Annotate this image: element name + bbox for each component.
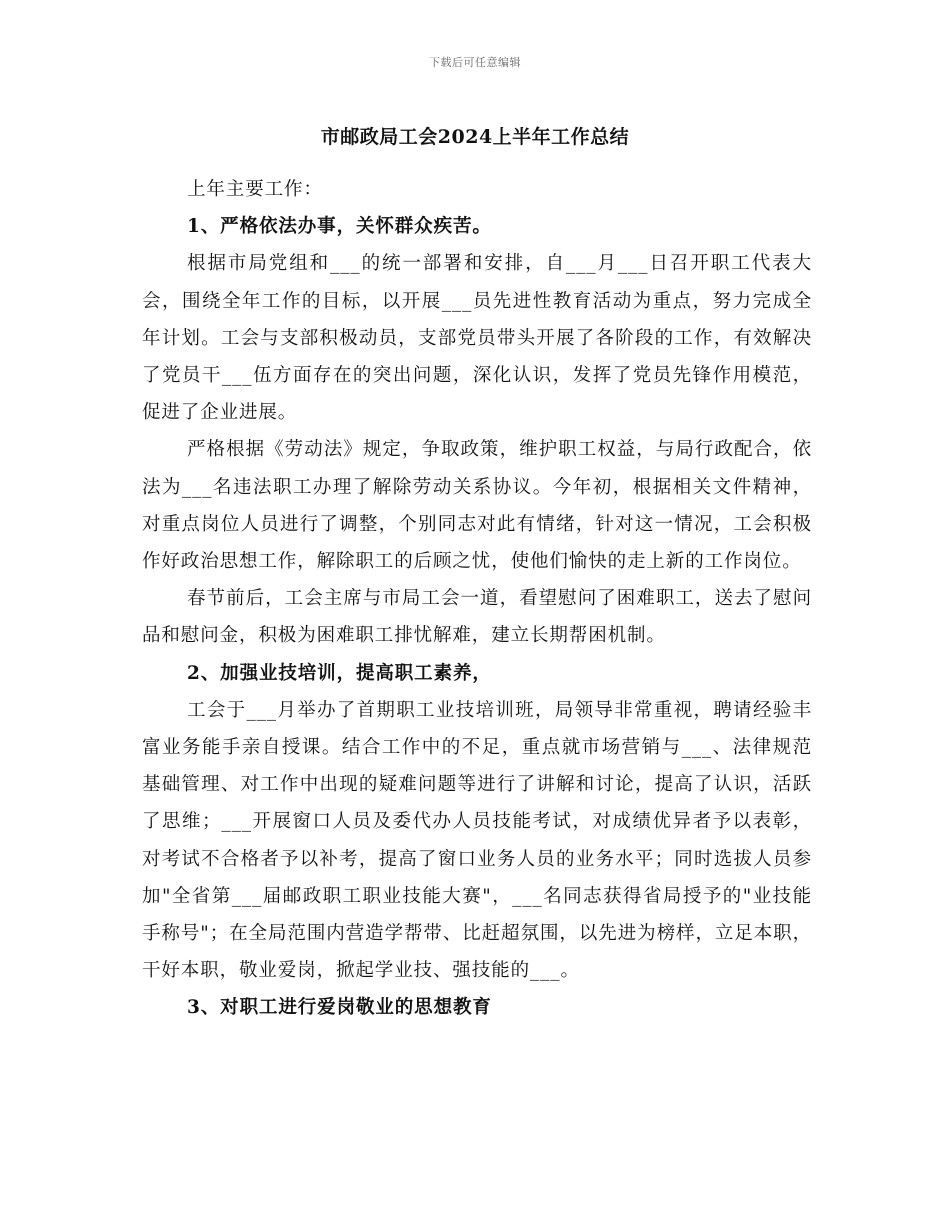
intro-line: 上年主要工作： [187, 179, 323, 200]
page-header-note: 下载后可任意编辑 [429, 56, 521, 69]
body-paragraph: 工会于___月举办了首期职工业技培训班，局领导非常重视，聘请经验丰富业务能手亲自授课。结合工作中的不足，重点就市场营销与___、法律规范基础管理、对工作中出现的疑难问题等进行了讲解和讨论，提高了认识，活跃了思维；___开展窗口人员及委代办人员技能考试，对成绩优异者予以表彰，对考试不合格者予以补考，提高了窗口业务人员的业务水平；同时选拔人员参加"全省第___届邮政职工职业技能大赛"，___名同志获得省局授予的"业技能手称号"；在全局范围内营造学帮带、比赶超氛围，以先进为榜样，立足本职，干好本职，敬业爱岗，掀起学业技、强技能的___。 [142, 699, 812, 982]
section-heading-3: 3、对职工进行爱岗敬业的思想教育 [187, 997, 492, 1019]
section-heading-1: 1、严格依法办事，关怀群众疾苦。 [187, 216, 492, 238]
section-heading-2: 2、加强业技培训，提高职工素养， [187, 662, 492, 684]
body-paragraph: 春节前后，工会主席与市局工会一道，看望慰问了困难职工，送去了慰问品和慰问金，积极为困难职工排忧解难，建立长期帮困机制。 [142, 588, 812, 647]
body-paragraph: 严格根据《劳动法》规定，争取政策，维护职工权益，与局行政配合，依法为___名违法职工办理了解除劳动关系协议。今年初，根据相关文件精神，对重点岗位人员进行了调整，个别同志对此有情绪，针对这一情况，工会积极作好政治思想工作，解除职工的后顾之忧，使他们愉快的走上新的工作岗位。 [142, 439, 812, 573]
document-body [142, 171, 812, 1027]
body-paragraph: 根据市局党组和___的统一部署和安排，自___月___日召开职工代表大会，围绕全年工作的目标，以开展___员先进性教育活动为重点，努力完成全年计划。工会与支部积极动员，支部党员带头开展了各阶段的工作，有效解决了党员干___伍方面存在的突出问题，深化认识，发挥了党员先锋作用模范，促进了企业进展。 [142, 253, 812, 424]
document-title: 市邮政局工会2024上半年工作总结 [320, 126, 630, 148]
